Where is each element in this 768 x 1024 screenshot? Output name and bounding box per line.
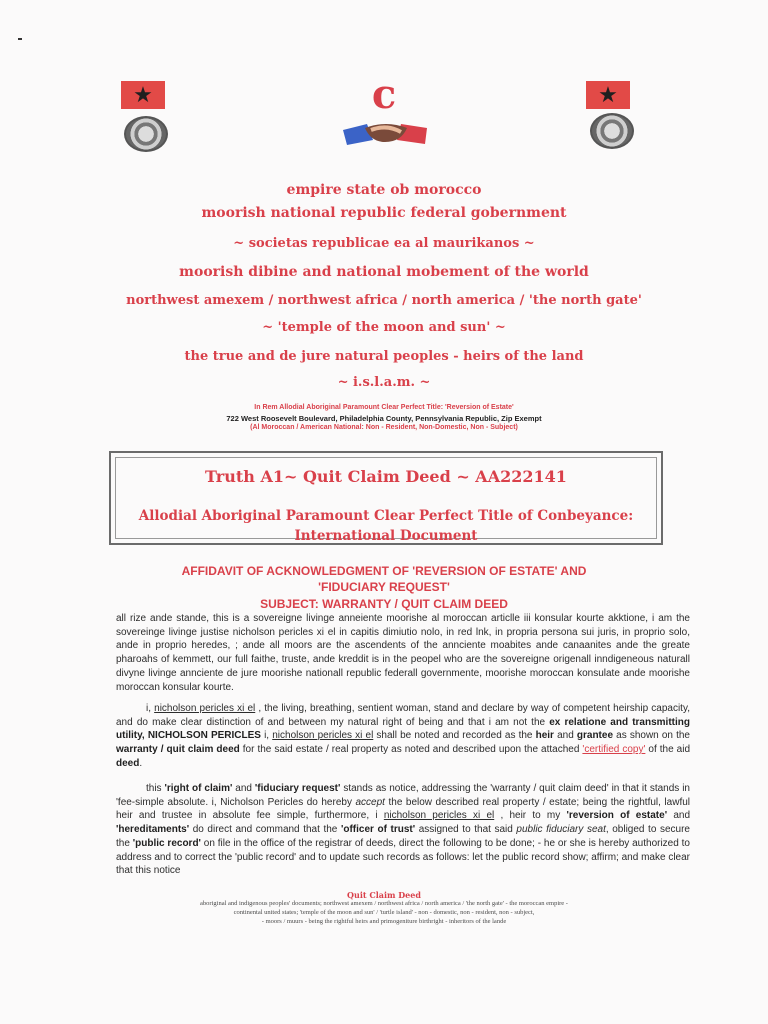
header-line-8: ~ i.s.l.a.m. ~ bbox=[337, 375, 431, 390]
left-seal-icon bbox=[124, 116, 168, 152]
right-seal-icon bbox=[590, 113, 634, 149]
header-line-4: moorish dibine and national mobement of the world bbox=[179, 264, 589, 280]
subheading-3: (Al Moroccan / American National: Non - Resident, Non-Domestic, Non - Subject) bbox=[250, 424, 518, 431]
header-line-7: the true and de jure natural peoples - heirs of the land bbox=[184, 349, 584, 364]
affidavit-line-2: 'FIDUCIARY REQUEST' bbox=[318, 580, 450, 594]
certified-copy-link: 'certified copy' bbox=[582, 744, 646, 756]
name-reference: nicholson pericles xi el bbox=[154, 703, 256, 714]
header-line-6: ~ 'temple of the moon and sun' ~ bbox=[262, 320, 506, 335]
left-flag-icon: ★ bbox=[121, 81, 165, 109]
right-flag-icon: ★ bbox=[586, 81, 630, 109]
title-box bbox=[109, 451, 663, 545]
affidavit-line-1: AFFIDAVIT OF ACKNOWLEDGMENT OF 'REVERSION OF ESTATE' AND bbox=[181, 564, 587, 578]
subheading-2: 722 West Roosevelt Boulevard, Philadelphia County, Pennsylvania Republic, Zip Exempt bbox=[226, 414, 542, 423]
deed-title: Truth A1~ Quit Claim Deed ~ AA222141 bbox=[205, 467, 567, 486]
footer-line-2: continental united states; 'temple of the moon and sun' / 'turtle island' - non - domestic, non - resident, non - subject, bbox=[233, 909, 535, 916]
header-line-3: ~ societas republicae ea al maurikanos ~ bbox=[233, 236, 535, 251]
header-line-5: northwest amexem / northwest africa / north america / 'the north gate' bbox=[126, 293, 642, 308]
footer-line-3: - moors / muurs - being the rightful heirs and primogeniture birthright - inheritors of the lande bbox=[261, 918, 507, 925]
footer-line-1: aboriginal and indigenous peoples' documents; northwest amexem / northwest africa / north america / 'the north gate' - the moroccan empire - bbox=[200, 900, 568, 907]
name-reference: nicholson pericles xi el bbox=[383, 810, 495, 822]
paragraph-1: all rize ande stande, this is a sovereigne livinge anneiente moorishe al moroccan articlle iii konsular kourte akktione, i am the sovereinge livinge justise nicholson pericles xi el in capitis dimiutio nolo, in red lnk, in propria persona sui juris, in proprio solo, ande in proprio heredes, ; ande all moors are the ascendents of the annciente moabites ande canaanites ande the greate pharoahs of kemmett, our full faithe, truste, ande kreddit is in the peopel who are the sovereigne origenall inndigeneous naturall divyne livinge annciente de jure moorishe nationall republic federall governmente, moorishe moroccan konsulate ande moorishe moroccan konsular kourte. bbox=[116, 613, 690, 693]
footer-title: Quit Claim Deed bbox=[347, 890, 421, 900]
header-line-2: moorish national republic federal gobernment bbox=[201, 205, 567, 221]
deed-subtitle-line-1: Allodial Aboriginal Paramount Clear Perfect Title of Conbeyance: bbox=[138, 508, 634, 524]
subheading-1: In Rem Allodial Aboriginal Paramount Clear Perfect Title: 'Reversion of Estate' bbox=[254, 404, 514, 411]
affidavit-line-3: SUBJECT: WARRANTY / QUIT CLAIM DEED bbox=[260, 597, 508, 611]
corner-mark bbox=[18, 38, 22, 40]
deed-subtitle-line-2: International Document bbox=[294, 528, 478, 544]
paragraph-2: i, nicholson pericles xi el , the living, breathing, sentient woman, stand and declare by way of competent heirship capacity, and do make clear distinction of and between my natural right of being and that i am not the ex relatione and transmitting utility, NICHOLSON PERICLES i, nicholson pericles xi el shall be noted and recorded as the heir and grantee as shown on the warranty / quit claim deed for the said estate / real property as noted and described upon the attached 'certified copy' of the aid deed. bbox=[116, 703, 691, 769]
deed-subtitle bbox=[116, 506, 656, 546]
crescent-icon: c bbox=[371, 71, 397, 118]
header-line-1: empire state ob morocco bbox=[286, 182, 482, 198]
name-reference: nicholson pericles xi el bbox=[272, 730, 374, 742]
clasped-hands-icon bbox=[341, 118, 431, 148]
paragraph-3: this 'right of claim' and 'fiduciary request' stands as notice, addressing the 'warranty / quit claim deed' in that it stands in 'fee-simple absolute. i, Nicholson Pericles do hereby accept the below described real property / estate; being the rightful, lawful heir and trustee in absolute fee simple, furthermore, i nicholson pericles xi el , heir to my 'reversion of estate' and 'hereditaments' do direct and command that the 'officer of trust' assigned to that said public fiduciary seat, obliged to secure the 'public record' on file in the office of the registrar of deeds, direct the following to be done; - he or she is hereby authorized to address and to correct the 'public record' and to update such records as follows: let the public record show; affirm; and make clear that this notice bbox=[116, 783, 691, 877]
